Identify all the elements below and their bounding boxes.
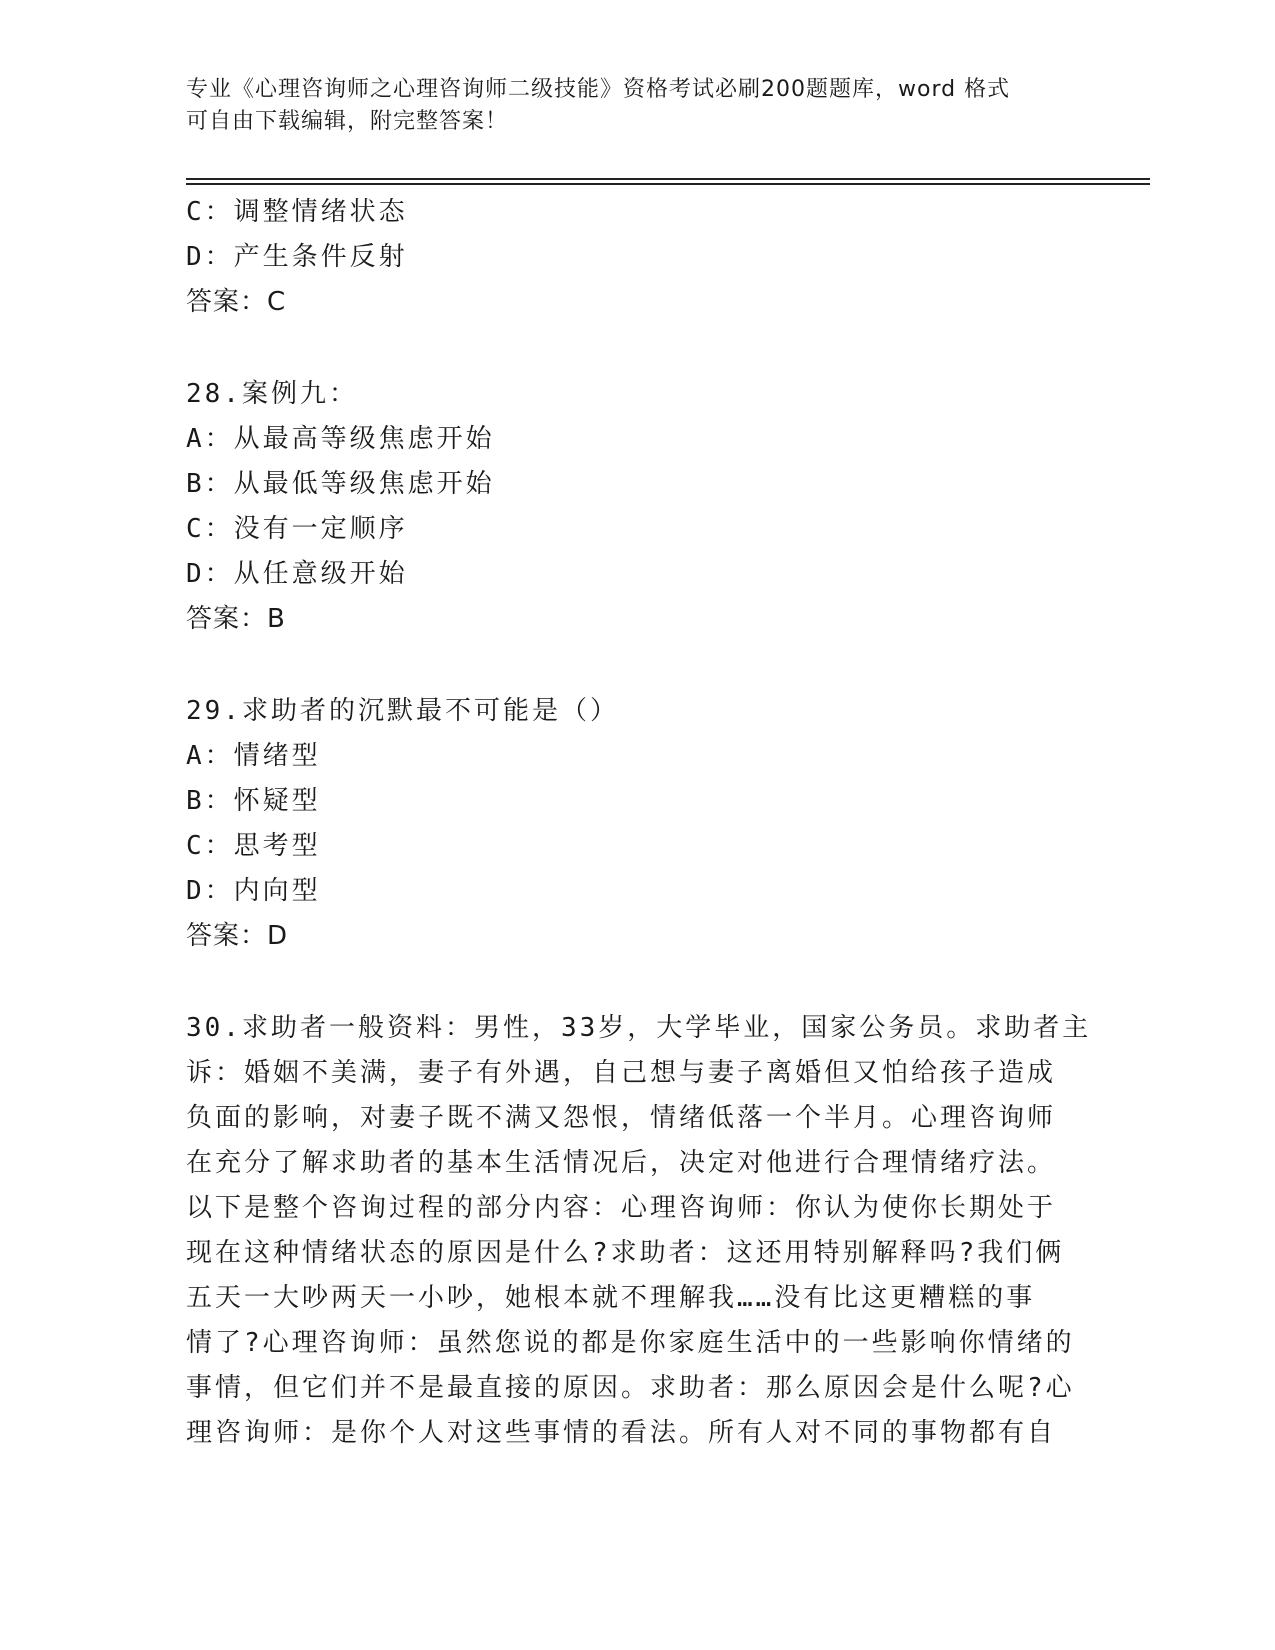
question-30-line-10: 理咨询师：是你个人对这些事情的看法。所有人对不同的事物都有自 xyxy=(186,1418,1057,1448)
question-30-line-1: 30.求助者一般资料：男性，33岁，大学毕业，国家公务员。求助者主 xyxy=(186,1013,1092,1043)
question-27-continued xyxy=(186,190,1106,325)
question-30-line-2: 诉：婚姻不美满，妻子有外遇，自己想与妻子离婚但又怕给孩子造成 xyxy=(186,1058,1057,1088)
option-d: D：产生条件反射 xyxy=(186,242,408,272)
option-c: C：思考型 xyxy=(186,831,321,861)
option-a: A：情绪型 xyxy=(186,741,321,771)
question-29 xyxy=(186,689,1106,959)
option-d: D：内向型 xyxy=(186,876,321,906)
spacer xyxy=(186,642,1106,689)
document-header xyxy=(186,74,1086,138)
option-c: C：没有一定顺序 xyxy=(186,514,408,544)
question-30-line-5: 以下是整个咨询过程的部分内容：心理咨询师：你认为使你长期处于 xyxy=(186,1193,1057,1223)
header-line-1: 专业《心理咨询师之心理咨询师二级技能》资格考试必刷200题题库，word 格式 xyxy=(186,77,1011,102)
option-b: B：从最低等级焦虑开始 xyxy=(186,469,495,499)
question-28 xyxy=(186,372,1106,642)
option-b: B：怀疑型 xyxy=(186,786,321,816)
answer-line: 答案：D xyxy=(186,921,289,951)
header-rule-bottom xyxy=(186,183,1150,185)
question-30-line-6: 现在这种情绪状态的原因是什么?求助者：这还用特别解释吗?我们俩 xyxy=(186,1238,1065,1268)
question-stem: 28.案例九： xyxy=(186,379,358,409)
question-30-line-9: 事情，但它们并不是最直接的原因。求助者：那么原因会是什么呢?心 xyxy=(186,1373,1075,1403)
spacer xyxy=(186,959,1106,1006)
question-30-line-3: 负面的影响，对妻子既不满又怨恨，情绪低落一个半月。心理咨询师 xyxy=(186,1103,1057,1133)
spacer xyxy=(186,325,1106,372)
answer-line: 答案：C xyxy=(186,287,287,317)
answer-line: 答案：B xyxy=(186,604,286,634)
question-30-line-4: 在充分了解求助者的基本生活情况后，决定对他进行合理情绪疗法。 xyxy=(186,1148,1057,1178)
question-stem: 29.求助者的沉默最不可能是（） xyxy=(186,696,619,726)
header-rule-top xyxy=(186,178,1150,180)
option-d: D：从任意级开始 xyxy=(186,559,408,589)
question-30-line-8: 情了?心理咨询师：虽然您说的都是你家庭生活中的一些影响你情绪的 xyxy=(186,1328,1075,1358)
question-30-line-7: 五天一大吵两天一小吵，她根本就不理解我……没有比这更糟糕的事 xyxy=(186,1283,1036,1313)
question-30 xyxy=(186,1006,1106,1456)
option-c: C：调整情绪状态 xyxy=(186,197,408,227)
document-body xyxy=(186,190,1106,1456)
option-a: A：从最高等级焦虑开始 xyxy=(186,424,495,454)
header-line-2: 可自由下载编辑，附完整答案！ xyxy=(186,109,509,134)
